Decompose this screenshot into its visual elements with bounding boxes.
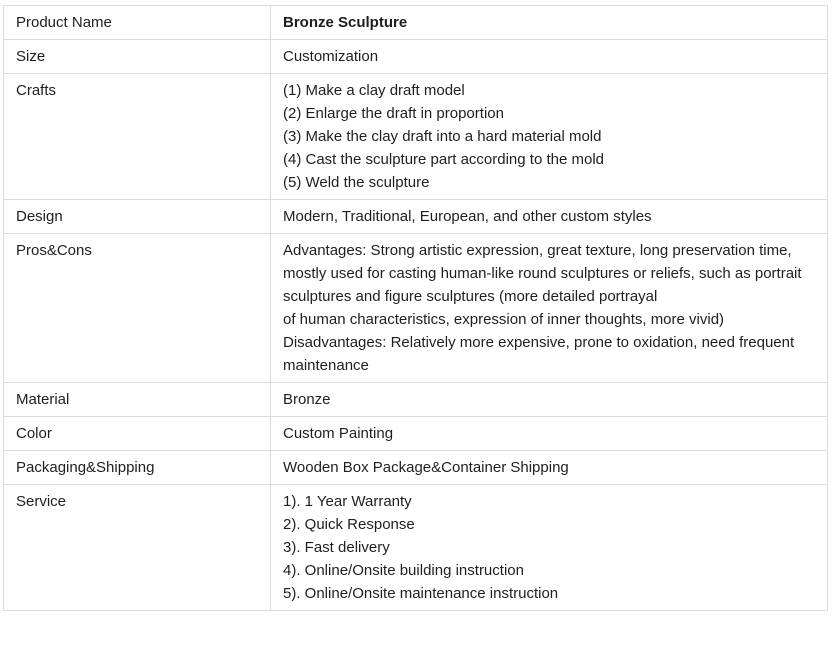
row-label: Pros&Cons [4,234,271,383]
value-line: 5). Online/Onsite maintenance instruction [283,585,559,602]
value-line: Customization [283,48,379,65]
row-label: Packaging&Shipping [4,451,271,485]
row-value [271,40,828,74]
row-label: Color [4,417,271,451]
row-label: Design [4,200,271,234]
table-row-product-name [4,6,828,40]
row-value [271,485,828,611]
value-line: Disadvantages: Relatively more expensive, prone to oxidation, need frequent maintenance [283,334,795,374]
table-row-pros-cons [4,234,828,383]
value-line: (5) Weld the sculpture [283,174,430,191]
value-line: Advantages: Strong artistic expression, great texture, long preservation time, mostly used for casting human-like round sculptures or reliefs, such as portrait sculptures and figure sculptures (more detailed portrayal [283,242,802,305]
row-label: Service [4,485,271,611]
value-line: (3) Make the clay draft into a hard material mold [283,128,602,145]
table-row-service [4,485,828,611]
row-value [271,234,828,383]
value-line: Bronze Sculpture [283,14,408,31]
row-label: Material [4,383,271,417]
value-line: 1). 1 Year Warranty [283,493,412,510]
value-line: of human characteristics, expression of inner thoughts, more vivid) [283,311,725,328]
row-value [271,383,828,417]
row-value [271,74,828,200]
row-label: Crafts [4,74,271,200]
table-row-size [4,40,828,74]
value-line: (1) Make a clay draft model [283,82,465,99]
value-line: Custom Painting [283,425,394,442]
row-value [271,417,828,451]
value-line: Modern, Traditional, European, and other custom styles [283,208,652,225]
table-row-design [4,200,828,234]
value-line: 3). Fast delivery [283,539,390,556]
row-label: Size [4,40,271,74]
row-value [271,451,828,485]
value-line: Bronze [283,391,331,408]
row-value [271,200,828,234]
value-line: (2) Enlarge the draft in proportion [283,105,504,122]
value-line: (4) Cast the sculpture part according to the mold [283,151,604,168]
row-value [271,6,828,40]
table-row-packaging-shipping [4,451,828,485]
product-spec-table [3,5,828,611]
table-row-crafts [4,74,828,200]
table-row-color [4,417,828,451]
table-row-material [4,383,828,417]
value-line: 4). Online/Onsite building instruction [283,562,524,579]
value-line: 2). Quick Response [283,516,415,533]
value-line: Wooden Box Package&Container Shipping [283,459,569,476]
row-label: Product Name [4,6,271,40]
